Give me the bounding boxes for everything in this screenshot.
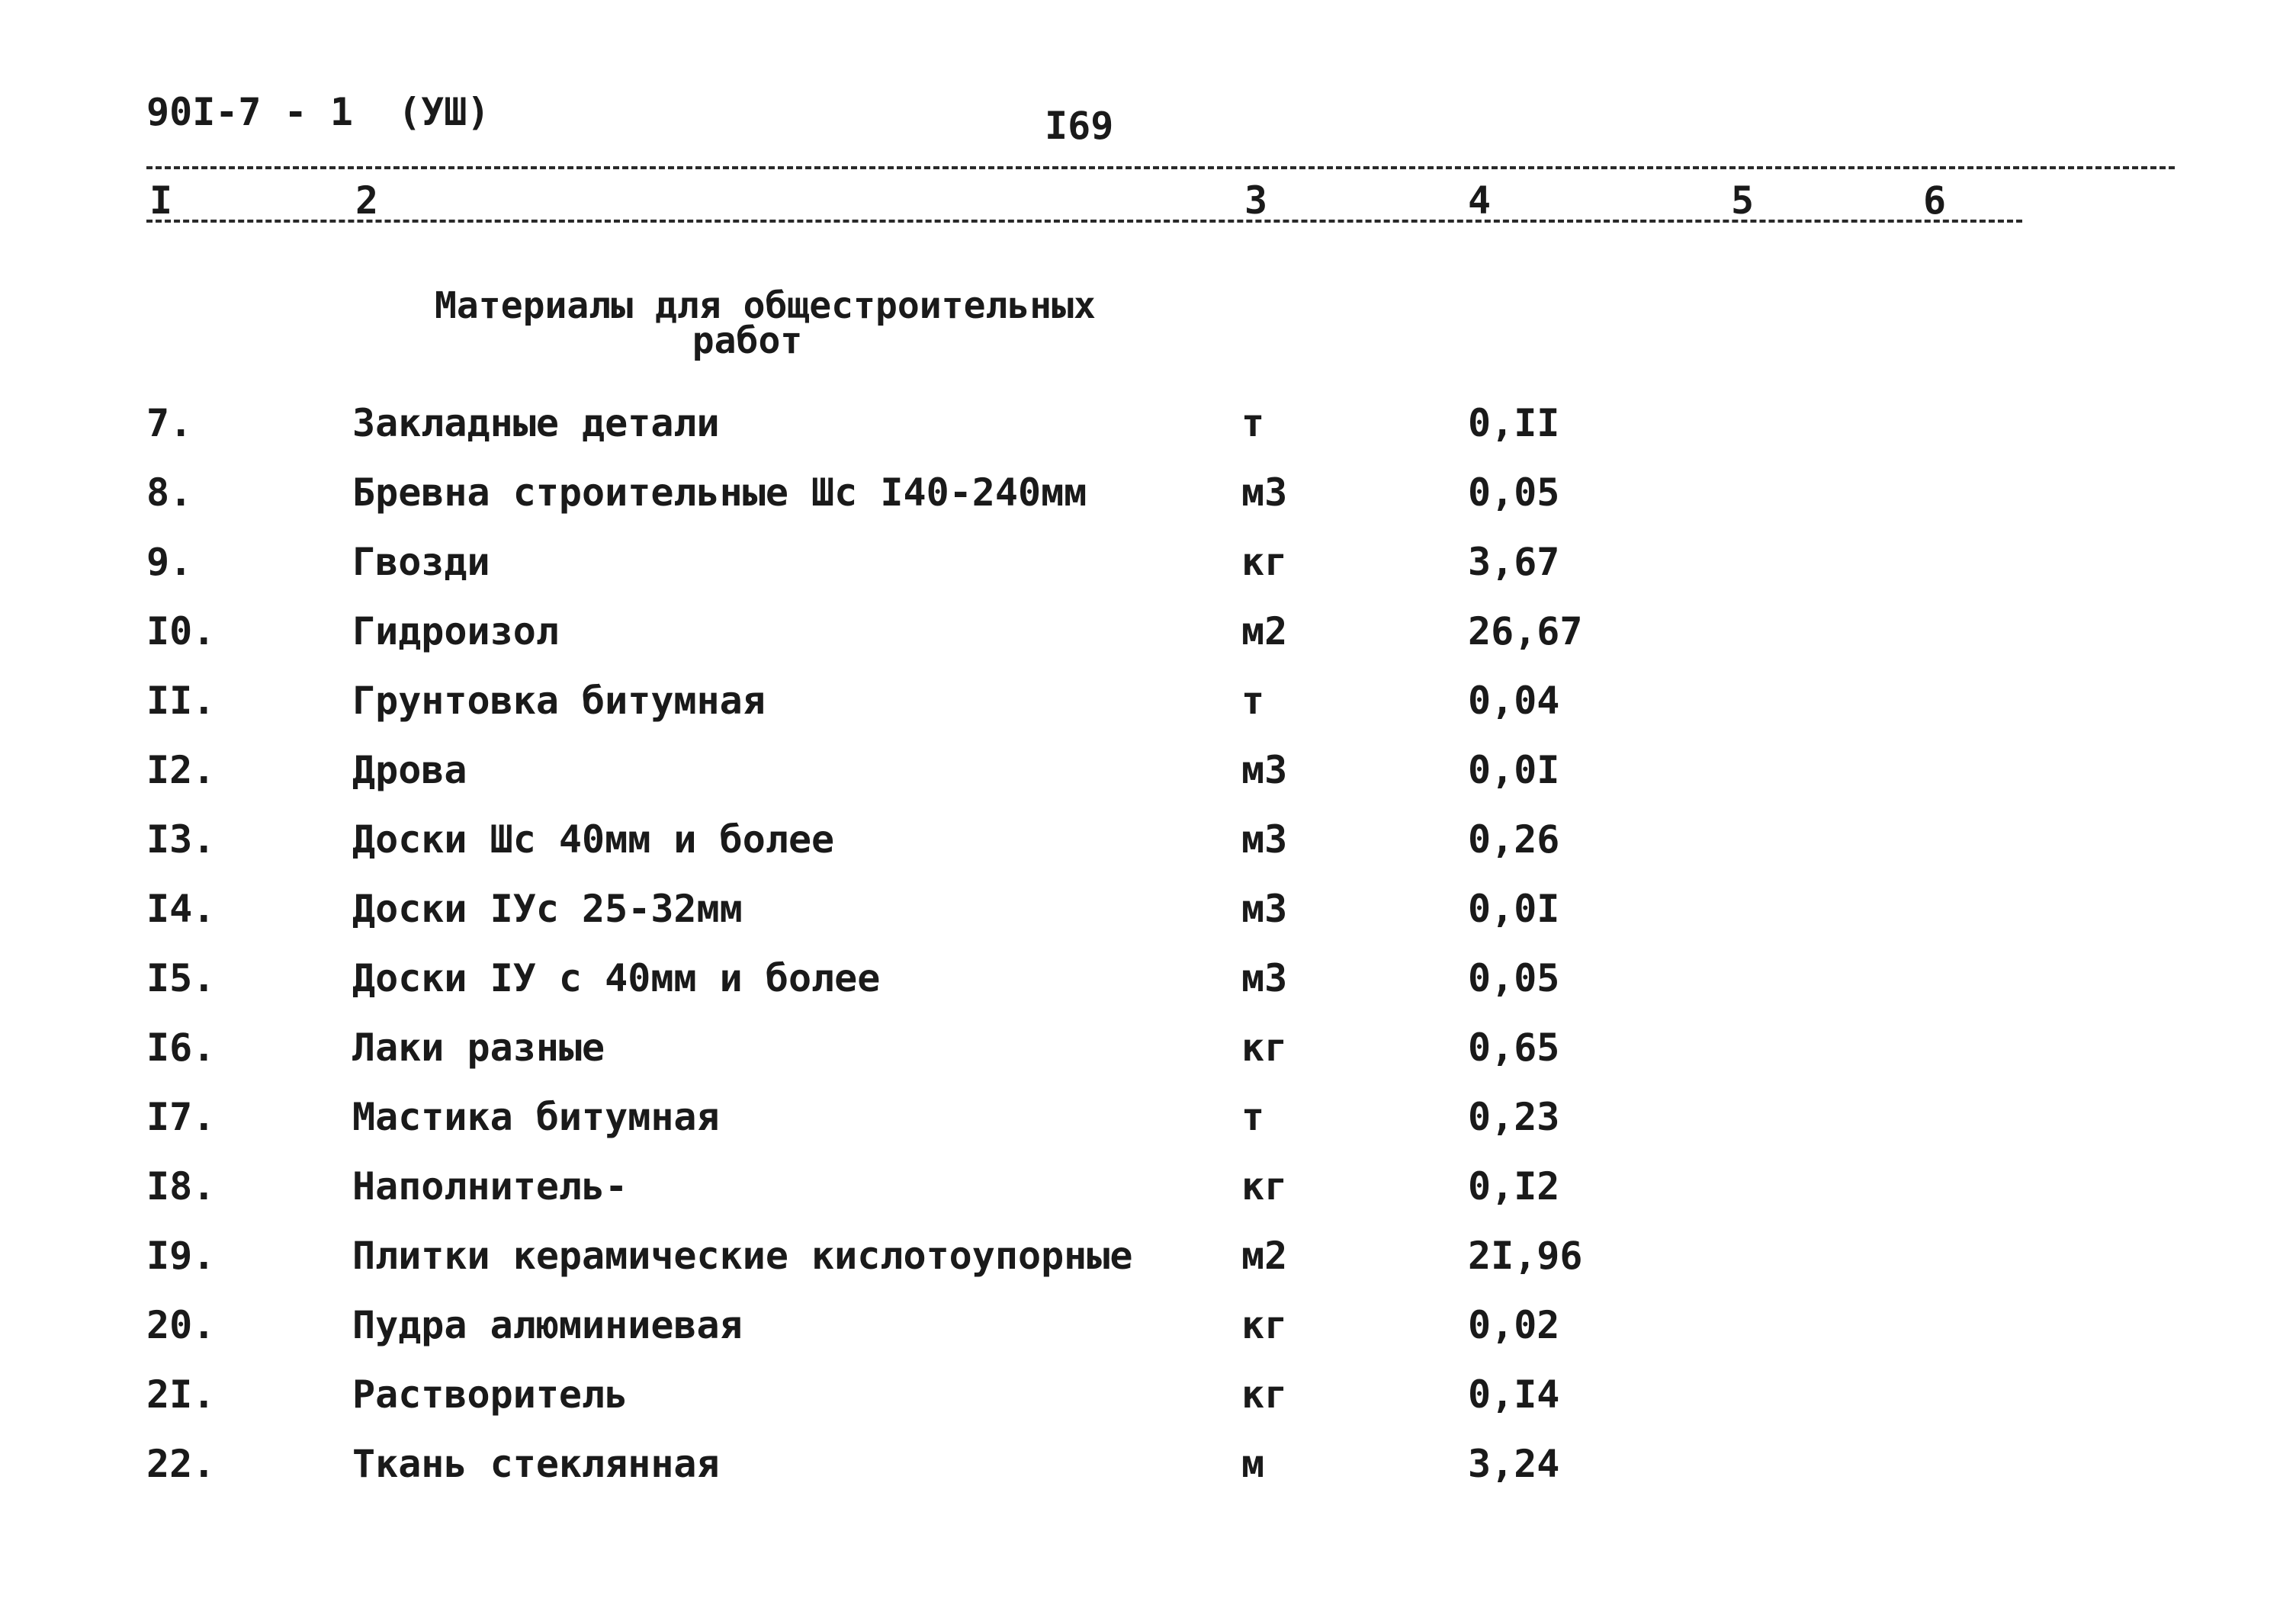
page-number: I69 (1045, 104, 1114, 148)
unit-of-measure: м (1241, 1442, 1265, 1486)
row-number: I0. (146, 609, 216, 653)
quantity: 0,05 (1468, 470, 1560, 515)
document-code: 90I-7 - 1 (146, 90, 353, 134)
row-number: 20. (146, 1303, 216, 1347)
material-name: Бревна строительные Шс I40-240мм (352, 470, 1087, 515)
row-number: 7. (146, 401, 193, 445)
quantity: 0,0I (1468, 748, 1560, 792)
row-number: I7. (146, 1095, 216, 1139)
unit-of-measure: т (1241, 679, 1265, 723)
table-row (0, 1026, 2296, 1097)
quantity: 3,24 (1468, 1442, 1560, 1486)
material-name: Наполнитель- (352, 1164, 628, 1209)
quantity: 0,II (1468, 401, 1560, 445)
column-number-2: 2 (355, 178, 379, 223)
column-number-1: I (149, 178, 173, 223)
material-name: Гидроизол (352, 609, 559, 653)
unit-of-measure: т (1241, 401, 1265, 445)
material-name: Доски IУ с 40мм и более (352, 956, 881, 1000)
table-row (0, 1234, 2296, 1305)
material-name: Закладные детали (352, 401, 720, 445)
material-name: Растворитель (352, 1372, 628, 1417)
table-row (0, 679, 2296, 750)
material-name: Дрова (352, 748, 467, 792)
document-section: (УШ) (398, 90, 490, 134)
material-name: Доски Шс 40мм и более (352, 817, 835, 862)
column-number-6: 6 (1923, 178, 1947, 223)
material-name: Плитки керамические кислотоупорные (352, 1234, 1133, 1278)
unit-of-measure: т (1241, 1095, 1265, 1139)
unit-of-measure: кг (1241, 540, 1288, 584)
column-number-4: 4 (1468, 178, 1492, 223)
unit-of-measure: м2 (1241, 609, 1288, 653)
table-row (0, 956, 2296, 1028)
quantity: 3,67 (1468, 540, 1560, 584)
table-row (0, 748, 2296, 820)
row-number: 22. (146, 1442, 216, 1486)
unit-of-measure: кг (1241, 1026, 1288, 1070)
table-row (0, 540, 2296, 611)
quantity: 0,02 (1468, 1303, 1560, 1347)
row-number: I4. (146, 887, 216, 931)
quantity: 0,0I (1468, 887, 1560, 931)
table-row (0, 1164, 2296, 1236)
row-number: I9. (146, 1234, 216, 1278)
quantity: 0,65 (1468, 1026, 1560, 1070)
row-number: I3. (146, 817, 216, 862)
material-name: Ткань стеклянная (352, 1442, 720, 1486)
unit-of-measure: м3 (1241, 748, 1288, 792)
quantity: 0,I4 (1468, 1372, 1560, 1417)
quantity: 26,67 (1468, 609, 1583, 653)
material-name: Лаки разные (352, 1026, 605, 1070)
material-name: Доски IУс 25-32мм (352, 887, 743, 931)
table-row (0, 817, 2296, 889)
unit-of-measure: кг (1241, 1164, 1288, 1209)
quantity: 0,26 (1468, 817, 1560, 862)
material-name: Пудра алюминиевая (352, 1303, 743, 1347)
material-name: Мастика битумная (352, 1095, 720, 1139)
material-name: Грунтовка битумная (352, 679, 766, 723)
section-title-line-2: работ (692, 319, 803, 362)
row-number: I5. (146, 956, 216, 1000)
table-row (0, 1095, 2296, 1167)
row-number: I6. (146, 1026, 216, 1070)
unit-of-measure: м3 (1241, 470, 1288, 515)
row-number: 9. (146, 540, 193, 584)
material-name: Гвозди (352, 540, 490, 584)
table-row (0, 1372, 2296, 1444)
quantity: 2I,96 (1468, 1234, 1583, 1278)
section-title (435, 284, 1096, 362)
unit-of-measure: м3 (1241, 956, 1288, 1000)
quantity: 0,05 (1468, 956, 1560, 1000)
section-title-line-1: Материалы для общестроительных (435, 284, 1096, 327)
table-row (0, 401, 2296, 473)
row-number: I8. (146, 1164, 216, 1209)
table-row (0, 887, 2296, 958)
unit-of-measure: м3 (1241, 817, 1288, 862)
unit-of-measure: м2 (1241, 1234, 1288, 1278)
quantity: 0,I2 (1468, 1164, 1560, 1209)
table-row (0, 1303, 2296, 1375)
row-number: 8. (146, 470, 193, 515)
header-top-rule (146, 166, 2175, 169)
column-number-3: 3 (1244, 178, 1268, 223)
unit-of-measure: кг (1241, 1372, 1288, 1417)
quantity: 0,04 (1468, 679, 1560, 723)
table-row (0, 609, 2296, 681)
column-number-5: 5 (1731, 178, 1755, 223)
unit-of-measure: кг (1241, 1303, 1288, 1347)
row-number: 2I. (146, 1372, 216, 1417)
row-number: II. (146, 679, 216, 723)
unit-of-measure: м3 (1241, 887, 1288, 931)
row-number: I2. (146, 748, 216, 792)
table-row (0, 1442, 2296, 1513)
table-row (0, 470, 2296, 542)
quantity: 0,23 (1468, 1095, 1560, 1139)
